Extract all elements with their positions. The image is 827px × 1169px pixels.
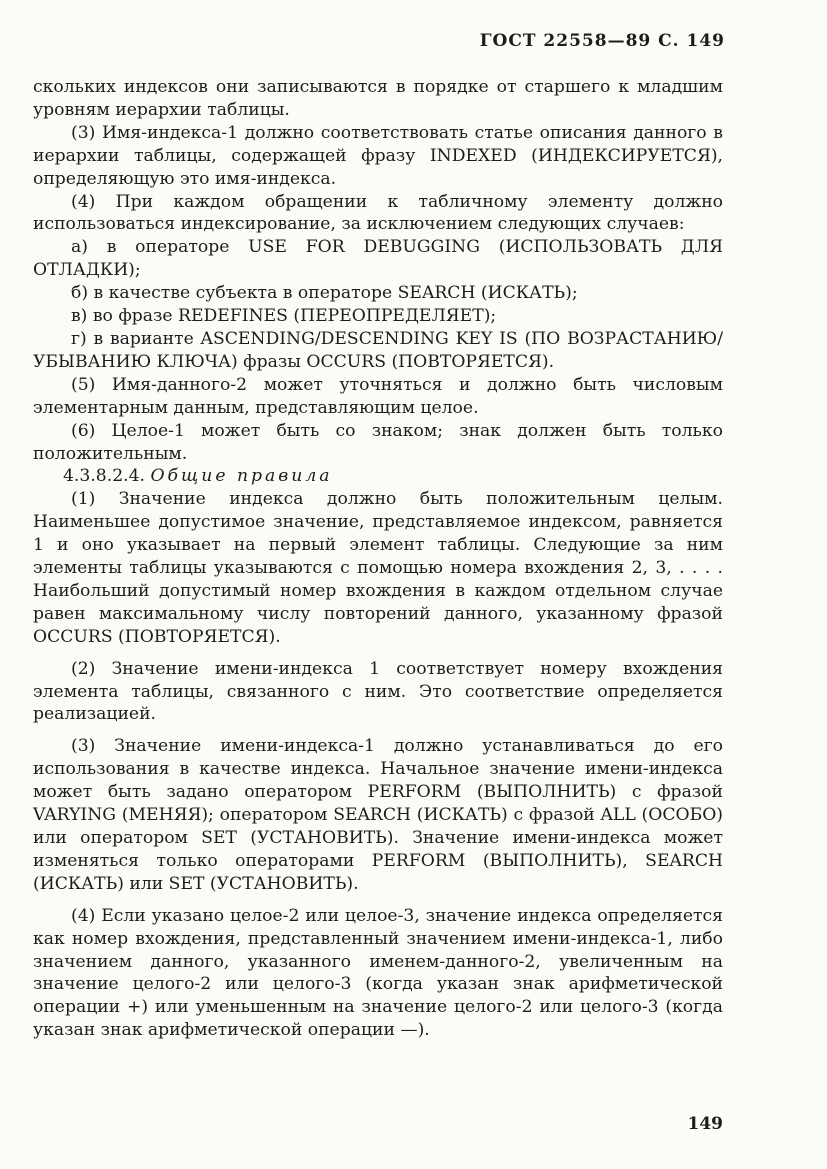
paragraph-continued: скольких индексов они записываются в порядке от старшего к младшим уровням иерархии таблицы.	[33, 77, 723, 120]
paragraph-rule-5: (5) Имя-данного-2 может уточняться и должно быть числовым элементарным данным, представляющим целое.	[33, 374, 723, 418]
general-rule-1: (1) Значение индекса должно быть положительным целым. Наименьшее допустимое значение, представляемое индексом, равняется 1 и оно указывает на первый элемент таблицы. Следующие за ним элементы таблицы указываются с помощью номера вхождения 2, 3, . . . . Наибольший допустимый номер вхождения в каждом отдельном случае равен максимальному числу повторений данного, указанному фразой OCCURS (ПОВТОРЯЕТСЯ).	[33, 489, 723, 647]
paragraph-rule-3: (3) Имя-индекса-1 должно соответствовать статье описания данного в иерархии таблицы, содержащей фразу INDEXED (ИНДЕКСИРУЕТСЯ), определяющую это имя-индекса.	[33, 122, 723, 189]
list-item-a: а) в операторе USE FOR DEBUGGING (ИСПОЛЬЗОВАТЬ ДЛЯ ОТЛАДКИ);	[33, 237, 723, 281]
list-item-g: г) в варианте ASCENDING/DESCENDING KEY IS (ПО ВОЗРАСТАНИЮ/УБЫВАНИЮ КЛЮЧА) фразы OCCURS (ПОВТОРЯЕТСЯ).	[33, 328, 723, 372]
page-body	[33, 76, 723, 1042]
page-number: 149	[687, 1114, 723, 1134]
section-heading	[33, 465, 723, 488]
section-number: 4.3.8.2.4.	[63, 466, 145, 487]
general-rule-4: (4) Если указано целое-2 или целое-3, значение индекса определяется как номер вхождения, представленный значением имени-индекса-1, либо значением данного, указанного именем-данного-2, увеличенным на значение целого-2 или целого-3 (когда указан знак арифметической операции +) или уменьшенным на значение целого-2 или целого-3 (когда указан знак арифметической операции —).	[33, 905, 723, 1041]
paragraph-rule-4: (4) При каждом обращении к табличному элементу должно использоваться индексирование, за исключением следующих случаев:	[33, 191, 723, 235]
paragraph-rule-6: (6) Целое-1 может быть со знаком; знак должен быть только положительным.	[33, 420, 723, 464]
list-item-v: в) во фразе REDEFINES (ПЕРЕОПРЕДЕЛЯЕТ);	[71, 306, 497, 327]
general-rule-3: (3) Значение имени-индекса-1 должно устанавливаться до его использования в качестве индекса. Начальное значение имени-индекса может быть задано оператором PERFORM (ВЫПОЛНИТЬ) с фразой VARYING (МЕНЯЯ); оператором SEARCH (ИСКАТЬ) с фразой ALL (ОСОБО) или оператором SET (УСТАНОВИТЬ). Значение имени-индекса может изменяться только операторами PERFORM (ВЫПОЛНИТЬ), SEARCH (ИСКАТЬ) или SET (УСТАНОВИТЬ).	[33, 736, 723, 894]
general-rule-2: (2) Значение имени-индекса 1 соответствует номеру вхождения элемента таблицы, связанного с ним. Это соответствие определяется реализацией.	[33, 658, 723, 725]
list-item-b: б) в качестве субъекта в операторе SEARCH (ИСКАТЬ);	[71, 283, 578, 304]
running-header: ГОСТ 22558—89 С. 149	[479, 31, 725, 51]
section-title: Общие правила	[150, 466, 333, 487]
